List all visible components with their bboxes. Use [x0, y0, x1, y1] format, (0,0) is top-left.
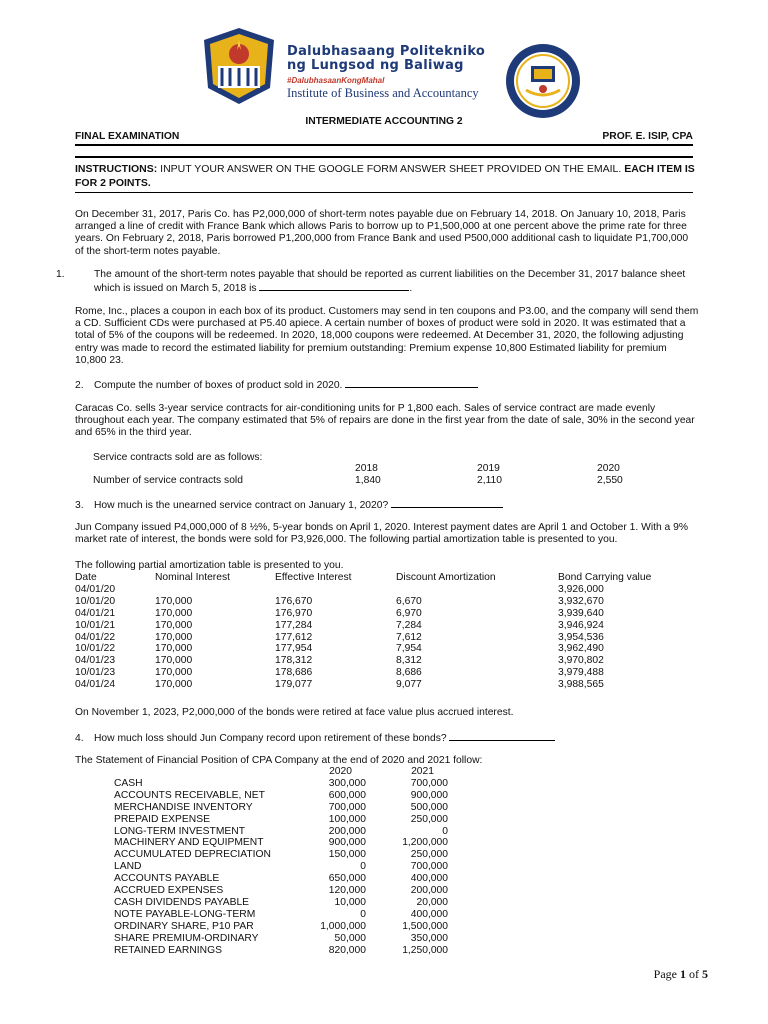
amortization-header-row [75, 572, 688, 584]
sfp-amount: 0 [360, 861, 366, 873]
sfp-row [114, 873, 448, 885]
sfp-amount: 120,000 [328, 885, 366, 897]
service-year-1: 2018 [355, 463, 378, 474]
amortization-header: Nominal Interest [155, 572, 230, 583]
service-row-label: Number of service contracts sold [93, 475, 243, 486]
amortization-row [75, 596, 688, 608]
amortization-cell: 170,000 [155, 655, 193, 667]
question-3-number: 3. [75, 500, 84, 511]
instructions-label: INSTRUCTIONS: [75, 163, 158, 175]
question-1-answer-blank [259, 281, 409, 291]
amortization-cell: 176,970 [275, 607, 313, 619]
question-2-text: Compute the number of boxes of product sold in 2020. [94, 380, 343, 391]
instructions-bottom-border [75, 192, 693, 193]
amortization-row [75, 632, 688, 644]
sfp-amount: 400,000 [410, 873, 448, 885]
sfp-table [114, 766, 448, 957]
amortization-cell: 10/01/21 [75, 619, 116, 631]
sfp-account: RETAINED EARNINGS [114, 944, 222, 956]
sfp-amount: 900,000 [410, 789, 448, 801]
amortization-cell: 04/01/23 [75, 655, 116, 667]
school-name-line2: ng Lungsod ng Baliwag [287, 58, 464, 73]
sfp-row [114, 849, 448, 861]
amortization-cell: 177,284 [275, 619, 313, 631]
amortization-cell: 3,954,536 [558, 631, 604, 643]
amortization-cell: 170,000 [155, 619, 193, 631]
problem-2-text: Rome, Inc., places a coupon in each box of its product. Customers may send in ten coupons and P3.00, and the company will send them a CD. Sufficient CDs were purchased at P5.40 apiece. A certain number of boxes of product were sold in 2020. It was estimated that a total of 5% of the coupons will be redeemed. In 2020, 18,000 coupons were redeemed. At December 31, 2020, the following adjusting entry was made to record the estimated liability for premium outstanding: Premium expense 10,800 Estimated liability for premium 10,800 23. [75, 306, 699, 366]
question-2-number: 2. [75, 380, 84, 391]
amortization-cell: 7,612 [396, 631, 422, 643]
instructions-text: INPUT YOUR ANSWER ON THE GOOGLE FORM ANSWER SHEET PROVIDED ON THE EMAIL. [157, 163, 625, 175]
amortization-cell: 3,970,802 [558, 655, 604, 667]
question-1-period: . [409, 283, 413, 295]
sfp-amount: 1,500,000 [402, 920, 448, 932]
amortization-cell: 3,932,670 [558, 595, 604, 607]
amortization-cell: 6,970 [396, 607, 422, 619]
sfp-row [114, 945, 448, 957]
page-total: 5 [702, 967, 708, 981]
sfp-amount: 300,000 [328, 777, 366, 789]
exam-type: FINAL EXAMINATION [75, 131, 180, 142]
question-4 [75, 731, 699, 745]
sfp-account: NOTE PAYABLE-LONG-TERM [114, 908, 256, 920]
amortization-cell: 04/01/22 [75, 631, 116, 643]
amortization-header: Effective Interest [275, 572, 352, 583]
problem-3-text: Caracas Co. sells 3-year service contracts for air-conditioning units for P 1,800 each. Sales of service contract are made evenly throughout each year. The company estimated that 5% of repairs are done in the first year from the date of sale, 30% in the second year and 65% in the third year. [75, 403, 695, 439]
sfp-amount: 0 [360, 908, 366, 920]
amortization-cell: 177,612 [275, 631, 313, 643]
question-3-answer-blank [391, 498, 503, 508]
professor-name: PROF. E. ISIP, CPA [602, 131, 693, 142]
sfp-row [114, 837, 448, 849]
amortization-cell: 177,954 [275, 643, 313, 655]
amortization-cell: 3,926,000 [558, 583, 604, 595]
amortization-header: Discount Amortization [396, 572, 496, 583]
sfp-amount: 700,000 [328, 801, 366, 813]
question-3-text: How much is the unearned service contract on January 1, 2020? [94, 500, 389, 511]
amortization-cell [275, 584, 396, 596]
amortization-cell: 170,000 [155, 643, 193, 655]
institute-seal-icon [504, 42, 582, 120]
sfp-amount: 200,000 [410, 885, 448, 897]
sfp-amount: 10,000 [334, 896, 366, 908]
sfp-amount: 350,000 [410, 932, 448, 944]
amortization-cell: 7,954 [396, 643, 422, 655]
amortization-cell: 170,000 [155, 607, 193, 619]
amortization-cell: 178,686 [275, 667, 313, 679]
sfp-row [114, 921, 448, 933]
sfp-amount: 900,000 [328, 837, 366, 849]
sfp-year: 2021 [411, 766, 434, 777]
question-2-answer-blank [345, 378, 478, 388]
sfp-amount: 200,000 [328, 825, 366, 837]
sfp-amount: 250,000 [410, 849, 448, 861]
amortization-cell: 170,000 [155, 595, 193, 607]
amortization-cell: 04/01/20 [75, 583, 116, 595]
institute-seal [504, 42, 582, 120]
question-3 [75, 498, 699, 512]
sfp-row [114, 826, 448, 838]
sfp-account: ORDINARY SHARE, P10 PAR [114, 920, 254, 932]
amortization-row [75, 608, 688, 620]
amortization-cell: 3,946,924 [558, 619, 604, 631]
instructions-top-border [75, 156, 693, 158]
amortization-cell: 04/01/24 [75, 679, 116, 691]
sfp-account: ACCUMULATED DEPRECIATION [114, 849, 271, 861]
sfp-account: ACCOUNTS PAYABLE [114, 873, 220, 885]
amortization-row [75, 643, 688, 655]
problem-5-text: On November 1, 2023, P2,000,000 of the bonds were retired at face value plus accrued interest. [75, 707, 514, 718]
sfp-amount: 820,000 [328, 944, 366, 956]
question-4-answer-blank [449, 731, 555, 741]
school-hashtag: #DalubhasaanKongMahal [287, 76, 385, 85]
sfp-account: ACCRUED EXPENSES [114, 885, 224, 897]
sfp-amount: 20,000 [416, 896, 448, 908]
amortization-row [75, 655, 688, 667]
sfp-row [114, 814, 448, 826]
amortization-header: Date [75, 572, 97, 583]
service-value-3: 2,550 [597, 475, 623, 486]
sfp-amount: 650,000 [328, 873, 366, 885]
question-1-text: The amount of the short-term notes payable that should be reported as current liabilities on the December 31, 2017 balance sheet which is issued on March 5, 2018 is [94, 269, 686, 295]
amortization-cell: 170,000 [155, 631, 193, 643]
amortization-cell: 176,670 [275, 595, 313, 607]
service-value-1: 1,840 [355, 475, 381, 486]
service-year-3: 2020 [597, 463, 620, 474]
sfp-amount: 500,000 [410, 801, 448, 813]
amortization-cell: 10/01/22 [75, 643, 116, 655]
subject-title: INTERMEDIATE ACCOUNTING 2 [305, 116, 463, 127]
service-intro: Service contracts sold are as follows: [93, 452, 263, 463]
instructions [75, 162, 695, 190]
sfp-amount: 700,000 [410, 861, 448, 873]
sfp-header-row [114, 766, 448, 778]
amortization-row [75, 679, 688, 691]
sfp-row [114, 885, 448, 897]
sfp-account: ACCOUNTS RECEIVABLE, NET [114, 789, 265, 801]
title-divider [75, 144, 693, 146]
amortization-cell: 10/01/23 [75, 667, 116, 679]
amortization-row [75, 667, 688, 679]
amortization-cell: 04/01/21 [75, 607, 116, 619]
amortization-cell: 8,686 [396, 667, 422, 679]
sfp-amount: 100,000 [328, 813, 366, 825]
sfp-account: SHARE PREMIUM-ORDINARY [114, 932, 259, 944]
sfp-amount: 700,000 [410, 777, 448, 789]
sfp-row [114, 909, 448, 921]
amortization-cell: 3,979,488 [558, 667, 604, 679]
page-number [620, 967, 708, 982]
problem-4-text: Jun Company issued P4,000,000 of 8 ½%, 5-year bonds on April 1, 2020. Interest payment dates are April 1 and October 1. With a 9% market rate of interest, the bonds were sold for P3,926,000. The following partial amortization table is presented to you. [75, 522, 689, 546]
instructions-emphasis: EACH ITEM IS FOR 2 POINTS. [75, 163, 695, 189]
sfp-year: 2020 [329, 766, 352, 777]
school-logo [200, 26, 278, 106]
sfp-account: LAND [114, 861, 142, 873]
problem-6-text: The Statement of Financial Position of CPA Company at the end of 2020 and 2021 follow: [75, 755, 483, 766]
question-2 [75, 378, 699, 392]
sfp-account: CASH DIVIDENDS PAYABLE [114, 896, 250, 908]
sfp-amount: 600,000 [328, 789, 366, 801]
page-label: Page [653, 967, 680, 981]
question-1 [56, 269, 702, 295]
problem-1-text: On December 31, 2017, Paris Co. has P2,000,000 of short-term notes payable due on February 14, 2018. On January 10, 2018, Paris arranged a line of credit with France Bank which allows Paris to borrow up to P1,500,000 at one percent above the prime rate for three years. On February 2, 2018, Paris borrowed P1,200,000 from France Bank and used P500,000 additional cash to liquidate P1,700,000 of the short-term notes payable. [75, 209, 689, 257]
amortization-cell: 7,284 [396, 619, 422, 631]
page-current: 1 [680, 967, 686, 981]
sfp-row [114, 933, 448, 945]
school-logo-icon [200, 26, 278, 106]
institute-name: Institute of Business and Accountancy [287, 86, 479, 100]
sfp-amount: 250,000 [410, 813, 448, 825]
amortization-cell: 178,312 [275, 655, 313, 667]
sfp-amount: 400,000 [410, 908, 448, 920]
sfp-amount: 1,200,000 [402, 837, 448, 849]
amortization-cell: 10/01/20 [75, 595, 116, 607]
sfp-row [114, 778, 448, 790]
amortization-header: Bond Carrying value [558, 572, 652, 583]
amortization-row [75, 620, 688, 632]
amortization-cell: 3,988,565 [558, 679, 604, 691]
sfp-account: CASH [114, 777, 143, 789]
amortization-cell: 179,077 [275, 679, 313, 691]
sfp-account: MERCHANDISE INVENTORY [114, 801, 253, 813]
sfp-row [114, 802, 448, 814]
question-1-number: 1. [56, 269, 65, 280]
amortization-cell [396, 584, 558, 596]
amortization-cell [155, 584, 275, 596]
amortization-row [75, 584, 688, 596]
question-4-text: How much loss should Jun Company record upon retirement of these bonds? [94, 733, 447, 744]
sfp-amount: 150,000 [328, 849, 366, 861]
amortization-cell: 9,077 [396, 679, 422, 691]
amortization-cell: 170,000 [155, 679, 193, 691]
page-of: of [686, 967, 702, 981]
sfp-amount: 50,000 [334, 932, 366, 944]
school-name-line1: Dalubhasaang Politekniko [287, 44, 486, 59]
question-4-number: 4. [75, 733, 84, 744]
amortization-table [75, 572, 688, 691]
sfp-amount: 1,000,000 [320, 920, 366, 932]
amortization-cell: 6,670 [396, 595, 422, 607]
sfp-row [114, 897, 448, 909]
amortization-cell: 170,000 [155, 667, 193, 679]
amortization-cell: 3,939,640 [558, 607, 604, 619]
amortization-cell: 8,312 [396, 655, 422, 667]
service-value-2: 2,110 [477, 475, 503, 486]
sfp-row [114, 861, 448, 873]
sfp-account: LONG-TERM INVESTMENT [114, 825, 246, 837]
sfp-amount: 0 [442, 825, 448, 837]
sfp-account: PREPAID EXPENSE [114, 813, 210, 825]
sfp-account: MACHINERY AND EQUIPMENT [114, 837, 264, 849]
amortization-intro: The following partial amortization table is presented to you. [75, 560, 344, 571]
service-year-2: 2019 [477, 463, 500, 474]
amortization-cell: 3,962,490 [558, 643, 604, 655]
sfp-row [114, 790, 448, 802]
sfp-amount: 1,250,000 [402, 944, 448, 956]
